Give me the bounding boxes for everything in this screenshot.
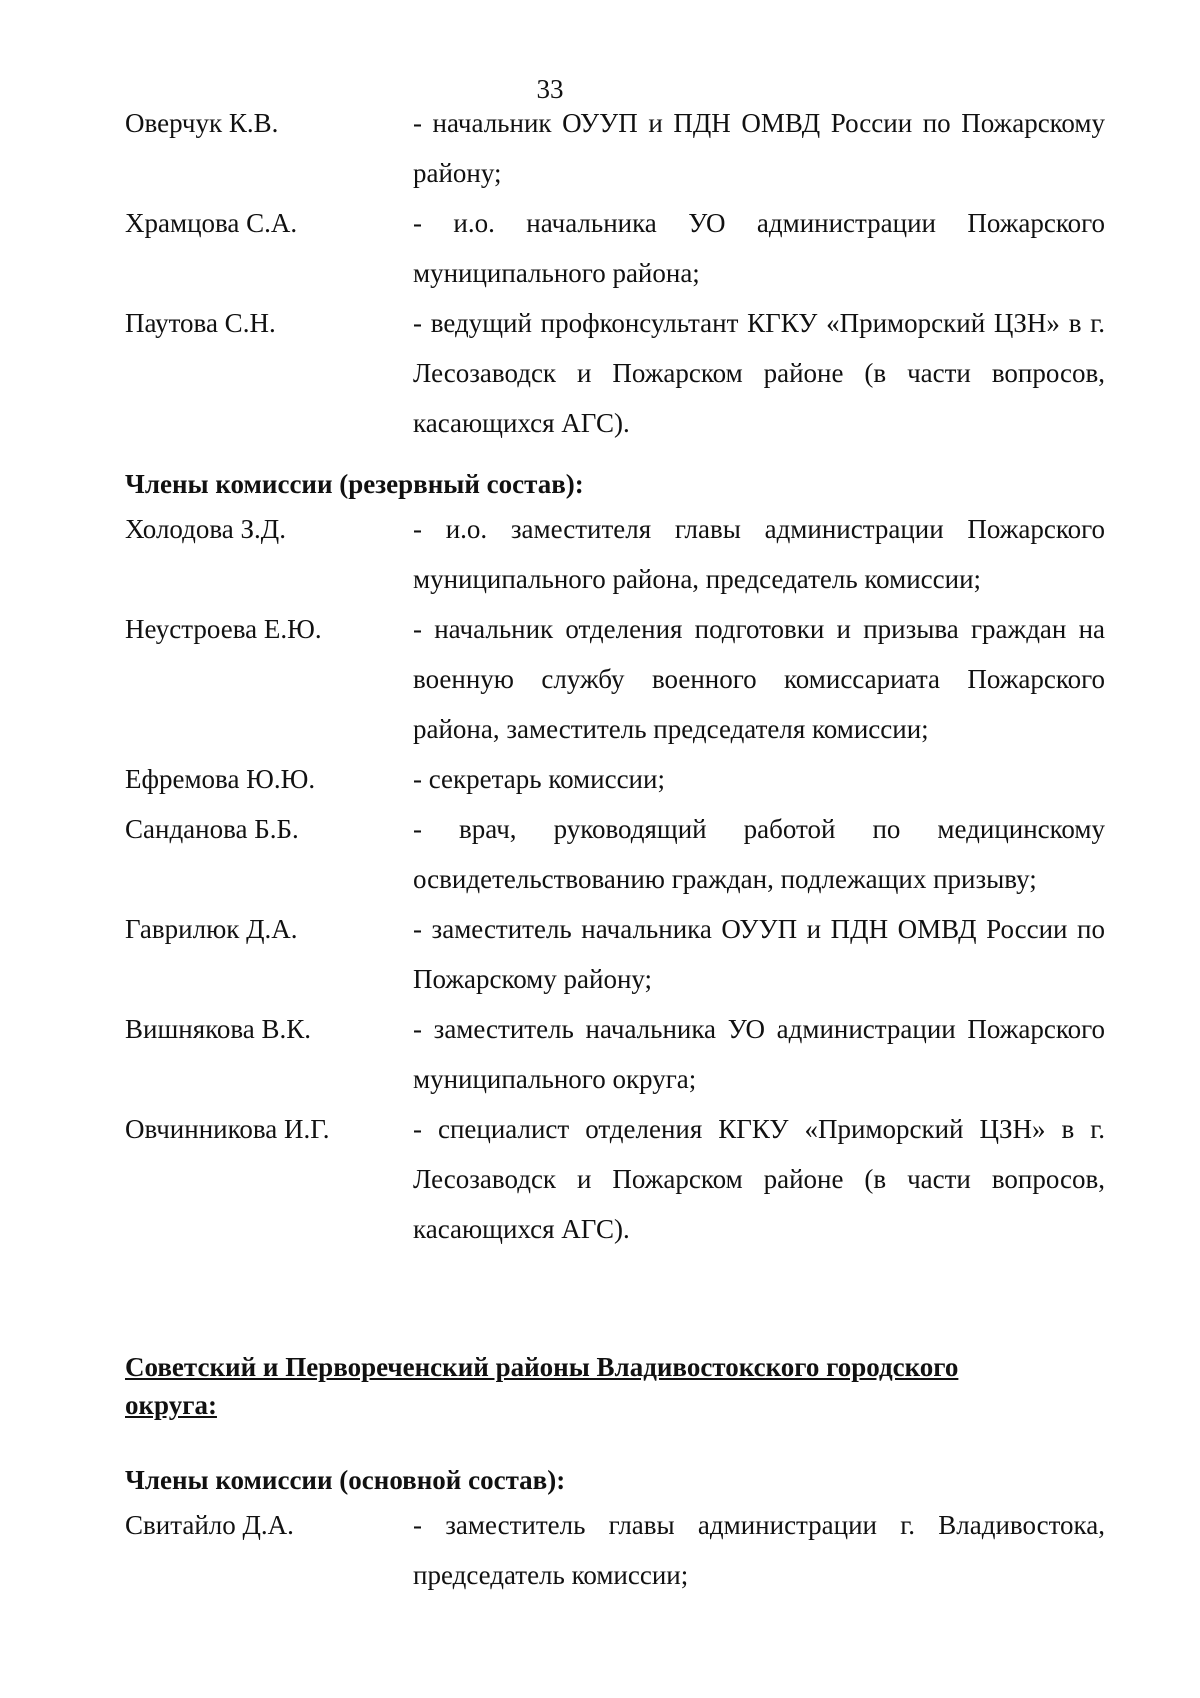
member-position: - начальник ОУУП и ПДН ОМВД России по Пожарскому району; — [413, 108, 1105, 188]
member-entry — [125, 298, 1105, 448]
member-position: - и.о. заместителя главы администрации Пожарского муниципального района, председатель комиссии; — [413, 514, 1105, 594]
member-name: Ефремова Ю.Ю. — [125, 764, 316, 794]
member-entry — [125, 198, 1105, 298]
member-name: Паутова С.Н. — [125, 308, 276, 338]
main-members-heading: Члены комиссии (основной состав): — [125, 1465, 566, 1495]
member-name: Санданова Б.Б. — [125, 814, 299, 844]
member-entry — [125, 1500, 1105, 1600]
main-members-list — [125, 1500, 1105, 1600]
member-position: - врач, руководящий работой по медицинскому освидетельствованию граждан, подлежащих призыву; — [413, 814, 1105, 894]
member-position: - заместитель начальника ОУУП и ПДН ОМВД России по Пожарскому району; — [413, 914, 1105, 994]
member-position: - специалист отделения КГКУ «Приморский ЦЗН» в г. Лесозаводск и Пожарском районе (в части вопросов, касающихся АГС). — [413, 1114, 1105, 1244]
member-position: - ведущий профконсультант КГКУ «Приморский ЦЗН» в г. Лесозаводск и Пожарском районе (в части вопросов, касающихся АГС). — [413, 308, 1105, 438]
reserve-members-list — [125, 504, 1105, 1254]
district-heading: Советский и Первореченский районы Владивостокского городского округа: — [125, 1352, 959, 1420]
member-entry — [125, 754, 1105, 804]
member-position: - заместитель главы администрации г. Владивостока, председатель комиссии; — [413, 1510, 1105, 1590]
member-entry — [125, 1004, 1105, 1104]
member-position: - начальник отделения подготовки и призыва граждан на военную службу военного комиссариата Пожарского района, заместитель председателя комиссии; — [413, 614, 1105, 744]
member-entry — [125, 604, 1105, 754]
member-name: Овчинникова И.Г. — [125, 1114, 330, 1144]
member-position: - и.о. начальника УО администрации Пожарского муниципального района; — [413, 208, 1105, 288]
member-entry — [125, 98, 1105, 198]
member-name: Оверчук К.В. — [125, 108, 279, 138]
member-entry — [125, 904, 1105, 1004]
member-name: Неустроева Е.Ю. — [125, 614, 322, 644]
members-list-continued — [125, 98, 1105, 448]
member-name: Гаврилюк Д.А. — [125, 914, 298, 944]
member-name: Храмцова С.А. — [125, 208, 298, 238]
member-entry — [125, 504, 1105, 604]
member-name: Свитайло Д.А. — [125, 1510, 294, 1540]
member-position: - заместитель начальника УО администрации Пожарского муниципального округа; — [413, 1014, 1105, 1094]
reserve-members-heading: Члены комиссии (резервный состав): — [125, 469, 584, 499]
member-position: - секретарь комиссии; — [413, 764, 665, 794]
member-entry — [125, 1104, 1105, 1254]
member-name: Вишнякова В.К. — [125, 1014, 312, 1044]
member-entry — [125, 804, 1105, 904]
page-number: 33 — [536, 74, 564, 104]
member-name: Холодова З.Д. — [125, 514, 286, 544]
